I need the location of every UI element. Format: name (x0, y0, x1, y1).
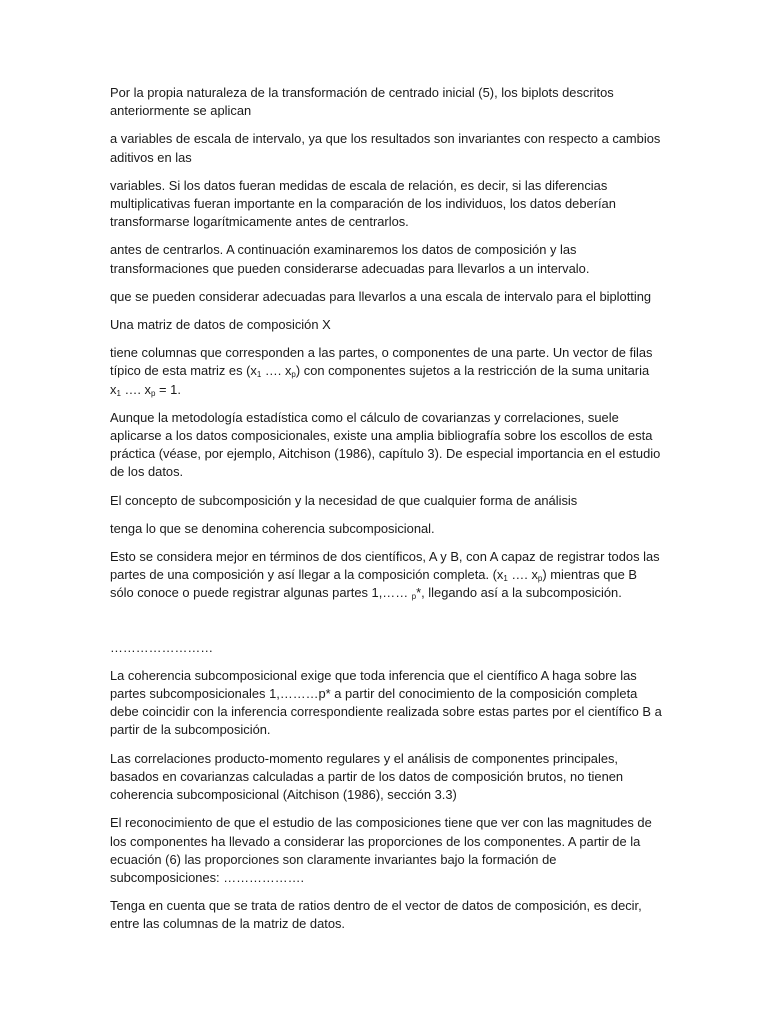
text-run: = 1. (155, 381, 181, 397)
paragraph-4: antes de centrarlos. A continuación examinaremos los datos de composición y las transformaciones que pueden considerarse adecuadas para llevarlos a un intervalo. (110, 242, 590, 276)
paragraph-2: a variables de escala de intervalo, ya que los resultados son invariantes con respecto a cambios aditivos en las (110, 131, 661, 165)
text-run: …. x (261, 363, 292, 379)
paragraph-7 (110, 344, 662, 399)
paragraph-11 (110, 548, 662, 603)
text-run: tiene columnas que corresponden a las partes, o componentes de una parte. Un vector de filas típico de esta matriz es (x (110, 345, 653, 379)
paragraph-9: El concepto de subcomposición y la necesidad de que cualquier forma de análisis (110, 492, 578, 508)
paragraph-13: Las correlaciones producto-momento regulares y el análisis de componentes principales, basados en covarianzas calculadas a partir de los datos de composición brutos, no tienen coherencia subcomposicional (Aitchison (1986), sección 3.3) (110, 750, 624, 803)
paragraph-1: Por la propia naturaleza de la transformación de centrado inicial (5), los biplots descritos anteriormente se aplican (110, 85, 614, 119)
text-run: …. x (120, 381, 151, 397)
subscript: p (537, 574, 543, 584)
text-run: ) mientras que B sólo conoce o puede registrar algunas partes 1,…… (110, 567, 637, 601)
subscript: 1 (256, 370, 262, 380)
text-run: ) con componentes sujetos a la restricción de la suma unitaria x (110, 363, 650, 397)
text-run: Esto se considera mejor en términos de dos científicos, A y B, con A capaz de registrar todos las partes de una composición y así llegar a la composición completa. (x (110, 549, 660, 583)
spacer (110, 613, 662, 639)
subscript: p (151, 388, 156, 398)
subscript: p (411, 592, 417, 602)
paragraph-5: que se pueden considerar adecuadas para llevarlos a una escala de intervalo para el biplotting (110, 288, 652, 304)
paragraph-15: Tenga en cuenta que se trata de ratios dentro de el vector de datos de composición, es decir, entre las columnas de la matriz de datos. (110, 898, 642, 932)
paragraph-12: La coherencia subcomposicional exige que toda inferencia que el científico A haga sobre las partes subcomposicionales 1,………p* a partir del conocimiento de la composición completa debe coincidir con la inferencia correspondiente realizada sobre estas partes por el científico B a partir de la subcomposición. (110, 667, 662, 738)
subscript: 1 (116, 388, 121, 398)
subscript: p (291, 370, 296, 380)
paragraph-6: Una matriz de datos de composición X (110, 317, 331, 333)
paragraph-3: variables. Si los datos fueran medidas de escala de relación, es decir, si las diferencias multiplicativas fueran importante en la comparación de los individuos, los datos deberían transformarse logarítmicamente antes de centrarlos. (110, 177, 616, 230)
text-run: *, llegando así a la subcomposición. (416, 585, 622, 601)
ellipsis-line: …………………… (110, 639, 214, 655)
paragraph-8: Aunque la metodología estadística como el cálculo de covarianzas y correlaciones, suele aplicarse a los datos composicionales, existe una amplia bibliografía sobre los escollos de esta práctica (véase, por ejemplo, Aitchison (1986), capítulo 3). De especial importancia en el estudio de los datos. (110, 409, 661, 480)
subscript: 1 (503, 574, 508, 584)
document-page (110, 84, 662, 944)
paragraph-10: tenga lo que se denomina coherencia subcomposicional. (110, 520, 435, 536)
text-run: …. x (507, 567, 538, 583)
paragraph-14: El reconocimiento de que el estudio de las composiciones tiene que ver con las magnitudes de los componentes ha llevado a considerar las proporciones de los componentes. A partir de la ecuación (6) las proporciones son claramente invariantes bajo la formación de subcomposiciones: ………………. (110, 815, 652, 885)
